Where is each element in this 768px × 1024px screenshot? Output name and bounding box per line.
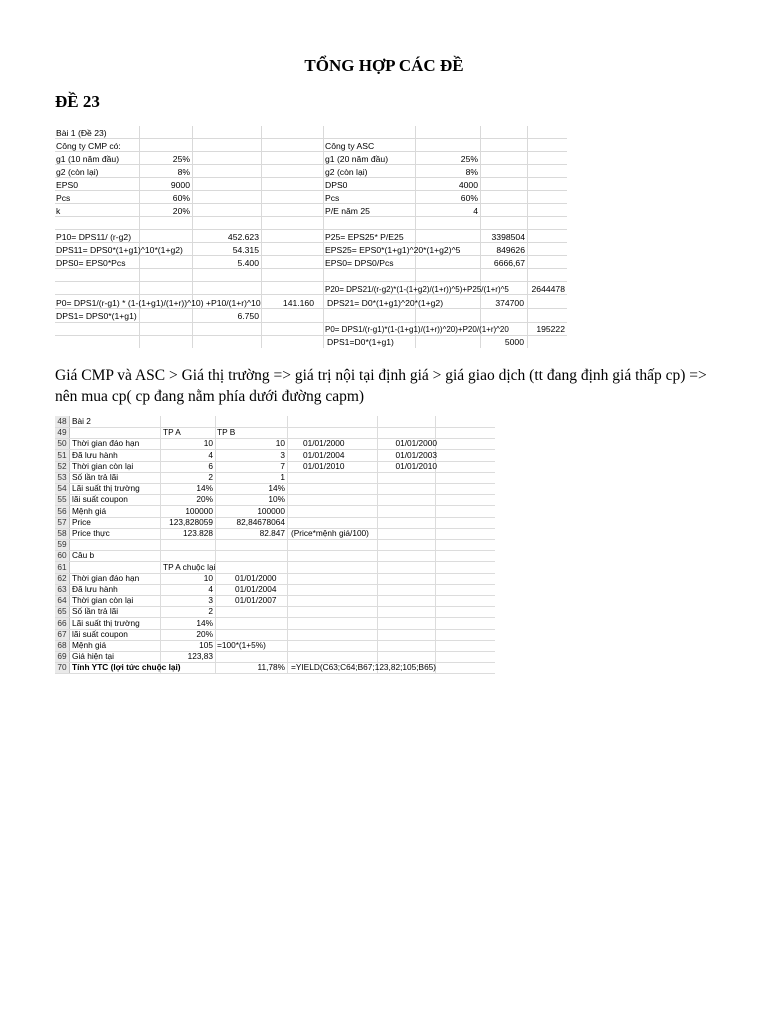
table-row bbox=[55, 438, 495, 450]
table-row bbox=[55, 662, 495, 674]
cell-label: P/E năm 25 bbox=[325, 206, 370, 216]
cell-b: 10 bbox=[203, 438, 213, 449]
section-heading: ĐỀ 23 bbox=[55, 92, 100, 111]
row-number: 60 bbox=[57, 550, 67, 561]
cell-label: g2 (còn lại) bbox=[56, 167, 99, 177]
table-row bbox=[55, 618, 495, 630]
cell-value: 5000 bbox=[504, 337, 524, 347]
cell-b: 20% bbox=[196, 494, 213, 505]
cell-value: 849626 bbox=[496, 245, 525, 255]
cell-label: k bbox=[56, 206, 61, 216]
cell-a: Price thực bbox=[72, 528, 110, 538]
cell-b: 10 bbox=[203, 572, 213, 583]
row-number: 59 bbox=[57, 539, 67, 550]
table-row bbox=[55, 450, 495, 462]
page-title: TỔNG HỢP CÁC ĐỀ bbox=[304, 56, 464, 75]
cell-formula: DPS1= DPS0*(1+g1) bbox=[56, 311, 137, 321]
cell-c: 3 bbox=[280, 449, 285, 460]
table-row bbox=[55, 528, 495, 540]
table-row bbox=[55, 651, 495, 663]
cell-value: 8% bbox=[465, 167, 478, 177]
cell-value: 2644478 bbox=[531, 284, 565, 294]
cell-a: Price bbox=[72, 516, 91, 527]
cell-c: 01/01/2000 bbox=[235, 572, 277, 583]
row-number: 67 bbox=[57, 628, 67, 639]
table-row bbox=[55, 629, 495, 641]
cell-b: 2 bbox=[208, 606, 213, 617]
cell-a: Số lần trả lãi bbox=[72, 472, 119, 482]
cell-label: Bài 1 (Đề 23) bbox=[56, 128, 107, 138]
cell-label: DPS0= EPS0*Pcs bbox=[56, 258, 126, 268]
cell-b: 6 bbox=[208, 460, 213, 471]
table-row bbox=[55, 606, 495, 618]
table-row bbox=[55, 550, 495, 562]
row-number: 63 bbox=[57, 584, 67, 594]
cell-a: Đã lưu hành bbox=[72, 584, 118, 594]
cell-c: 10 bbox=[275, 438, 285, 449]
row-number: 55 bbox=[57, 494, 67, 505]
row-number: 62 bbox=[57, 572, 67, 583]
cell-formula: P0= DPS1/(r-g1) * (1-(1+g1)/(1+r))^10) +P10/(1+r)^10 bbox=[56, 298, 261, 308]
cell-value: 452.623 bbox=[227, 232, 259, 242]
cell-value: 20% bbox=[172, 206, 190, 216]
cell-c: 100000 bbox=[257, 505, 285, 516]
cell-c: 11,78% bbox=[257, 662, 285, 673]
cell-value: 141.160 bbox=[282, 298, 314, 308]
cell-a: Mệnh giá bbox=[72, 505, 107, 516]
cell-label: g2 (còn lại) bbox=[325, 167, 368, 177]
cell-value: 25% bbox=[172, 154, 190, 164]
cell-label: DPS0 bbox=[325, 180, 348, 190]
cell-d: 01/01/2010 bbox=[303, 460, 345, 471]
row-number: 57 bbox=[57, 516, 67, 527]
cell-value: 9000 bbox=[170, 180, 190, 190]
cell-c: 14% bbox=[268, 483, 285, 494]
cell-label: Công ty CMP có: bbox=[56, 141, 121, 151]
cell-value: 5.400 bbox=[237, 258, 259, 268]
row-number: 56 bbox=[57, 505, 67, 516]
row-number: 54 bbox=[57, 483, 67, 494]
table-row bbox=[55, 483, 495, 495]
row-number: 48 bbox=[57, 416, 67, 426]
cell-label: P25= EPS25* P/E25 bbox=[325, 232, 404, 242]
cell-value: 6.750 bbox=[237, 311, 259, 321]
cell-a: lãi suất coupon bbox=[72, 628, 128, 639]
cell-b: 3 bbox=[208, 595, 213, 606]
row-number: 65 bbox=[57, 606, 67, 617]
cell-label: EPS0 bbox=[56, 180, 78, 190]
cell-b: 14% bbox=[196, 483, 213, 494]
cell-label: EPS0= DPS0/Pcs bbox=[325, 258, 394, 268]
cell-d: 01/01/2000 bbox=[303, 438, 345, 449]
cell-value: 60% bbox=[172, 193, 190, 203]
cell-value: 3398504 bbox=[491, 232, 525, 242]
cell-label: g1 (20 năm đầu) bbox=[325, 154, 389, 164]
cell-b: 123,828059 bbox=[169, 516, 213, 527]
cell-a: Mệnh giá bbox=[72, 640, 107, 650]
cell-c: 82.847 bbox=[259, 528, 285, 538]
cell-value: 6666,67 bbox=[493, 258, 525, 268]
cell-b: 100000 bbox=[185, 505, 213, 516]
row-number: 50 bbox=[57, 438, 67, 449]
cell-c: 10% bbox=[268, 494, 285, 505]
cell-c: 1 bbox=[280, 472, 285, 482]
cell-value: 60% bbox=[460, 193, 478, 203]
table-row bbox=[55, 461, 495, 473]
cell-d: 01/01/2004 bbox=[303, 449, 345, 460]
cell-b: 4 bbox=[208, 584, 213, 594]
table-row bbox=[55, 517, 495, 529]
cell-label: DPS11= DPS0*(1+g1)^10*(1+g2) bbox=[56, 245, 183, 255]
cell-label: Pcs bbox=[325, 193, 340, 203]
cell-a: Giá hiện tại bbox=[72, 651, 114, 662]
cell-b: 14% bbox=[196, 617, 213, 628]
cell-a: Số lần trả lãi bbox=[72, 606, 119, 617]
row-number: 64 bbox=[57, 595, 67, 606]
cell-a: Thời gian còn lại bbox=[72, 595, 134, 606]
row-number: 69 bbox=[57, 651, 67, 662]
cell-a: Lãi suất thị trường bbox=[72, 617, 140, 628]
table-row bbox=[55, 506, 495, 518]
cell-value: 4 bbox=[473, 206, 478, 216]
cell-label: EPS25= EPS0*(1+g1)^20*(1+g2)^5 bbox=[325, 245, 461, 255]
table-row bbox=[55, 539, 495, 551]
cell-value: 195222 bbox=[536, 324, 565, 334]
cell-b: TP A bbox=[163, 427, 181, 438]
table-row bbox=[55, 427, 495, 439]
cell-a: Tính YTC (lợi tức chuộc lại) bbox=[72, 662, 181, 673]
cell-a: Bài 2 bbox=[72, 416, 91, 426]
cell-value: 374700 bbox=[495, 298, 524, 308]
table-row bbox=[55, 416, 495, 428]
row-number: 49 bbox=[57, 427, 67, 438]
cell-a: Lãi suất thị trường bbox=[72, 483, 140, 494]
cell-a: Câu b bbox=[72, 550, 95, 561]
cell-c: TP B bbox=[217, 427, 236, 438]
row-number: 58 bbox=[57, 528, 67, 538]
cell-value: 4000 bbox=[458, 180, 478, 190]
spreadsheet-bai2 bbox=[55, 416, 495, 674]
cell-value: 54.315 bbox=[232, 245, 259, 255]
cell-c: 82,84678064 bbox=[236, 516, 285, 527]
cell-label: P10= DPS11/ (r-g2) bbox=[56, 232, 132, 242]
cell-c: 7 bbox=[280, 460, 285, 471]
cell-value: 8% bbox=[177, 167, 190, 177]
row-number: 66 bbox=[57, 617, 67, 628]
cell-a: lãi suất coupon bbox=[72, 494, 128, 505]
cell-c: 01/01/2004 bbox=[235, 584, 277, 594]
cell-label: g1 (10 năm đầu) bbox=[56, 154, 120, 164]
conclusion-paragraph: Giá CMP và ASC > Giá thị trường => giá trị nội tại định giá > giá giao dịch (tt đang định giá thấp cp) => nên mua cp( cp đang nằm phía dưới đường capm) bbox=[55, 367, 707, 405]
cell-formula: DPS1=D0*(1+g1) bbox=[327, 337, 394, 347]
cell-label: Pcs bbox=[56, 193, 71, 203]
cell-a: Thời gian đáo hạn bbox=[72, 572, 140, 583]
table-row bbox=[55, 573, 495, 585]
cell-b: 4 bbox=[208, 449, 213, 460]
cell-value: 25% bbox=[460, 154, 478, 164]
table-row bbox=[55, 584, 495, 596]
cell-b: 2 bbox=[208, 472, 213, 482]
table-row bbox=[55, 595, 495, 607]
cell-d: (Price*mệnh giá/100) bbox=[291, 528, 369, 538]
row-number: 61 bbox=[57, 561, 67, 572]
cell-b: 123,83 bbox=[187, 651, 213, 662]
cell-formula: DPS21= D0*(1+g1)^20*(1+g2) bbox=[327, 298, 444, 308]
cell-formula: P20= DPS21/(r-g2)*(1-(1+g2)/(1+r))^5)+P25/(1+r)^5 bbox=[325, 285, 509, 294]
row-number: 52 bbox=[57, 460, 67, 471]
cell-a: Thời gian còn lại bbox=[72, 460, 134, 471]
cell-b: 105 bbox=[199, 640, 213, 650]
cell-e: 01/01/2000 bbox=[395, 438, 437, 449]
row-number: 51 bbox=[57, 449, 67, 460]
cell-b: TP A chuộc lại bbox=[163, 561, 216, 572]
table-row bbox=[55, 494, 495, 506]
cell-a: Thời gian đáo hạn bbox=[72, 438, 140, 449]
table-row bbox=[55, 640, 495, 652]
spreadsheet-bai1 bbox=[55, 126, 567, 348]
cell-b: 123.828 bbox=[183, 528, 213, 538]
row-number: 70 bbox=[57, 662, 67, 673]
table-row bbox=[55, 562, 495, 574]
cell-a: Đã lưu hành bbox=[72, 449, 118, 460]
cell-formula: P0= DPS1/(r-g1)*(1-(1+g1)/(1+r))^20)+P20/(1+r)^20 bbox=[325, 325, 509, 334]
cell-e: 01/01/2003 bbox=[395, 449, 437, 460]
cell-label: Công ty ASC bbox=[325, 141, 375, 151]
cell-c: =100*(1+5%) bbox=[217, 640, 266, 650]
cell-c: 01/01/2007 bbox=[235, 595, 277, 606]
cell-b: 20% bbox=[196, 628, 213, 639]
cell-e: 01/01/2010 bbox=[395, 460, 437, 471]
row-number: 68 bbox=[57, 640, 67, 650]
row-number: 53 bbox=[57, 472, 67, 482]
table-row bbox=[55, 472, 495, 484]
cell-d: =YIELD(C63;C64;B67;123,82;105;B65) bbox=[291, 662, 437, 673]
